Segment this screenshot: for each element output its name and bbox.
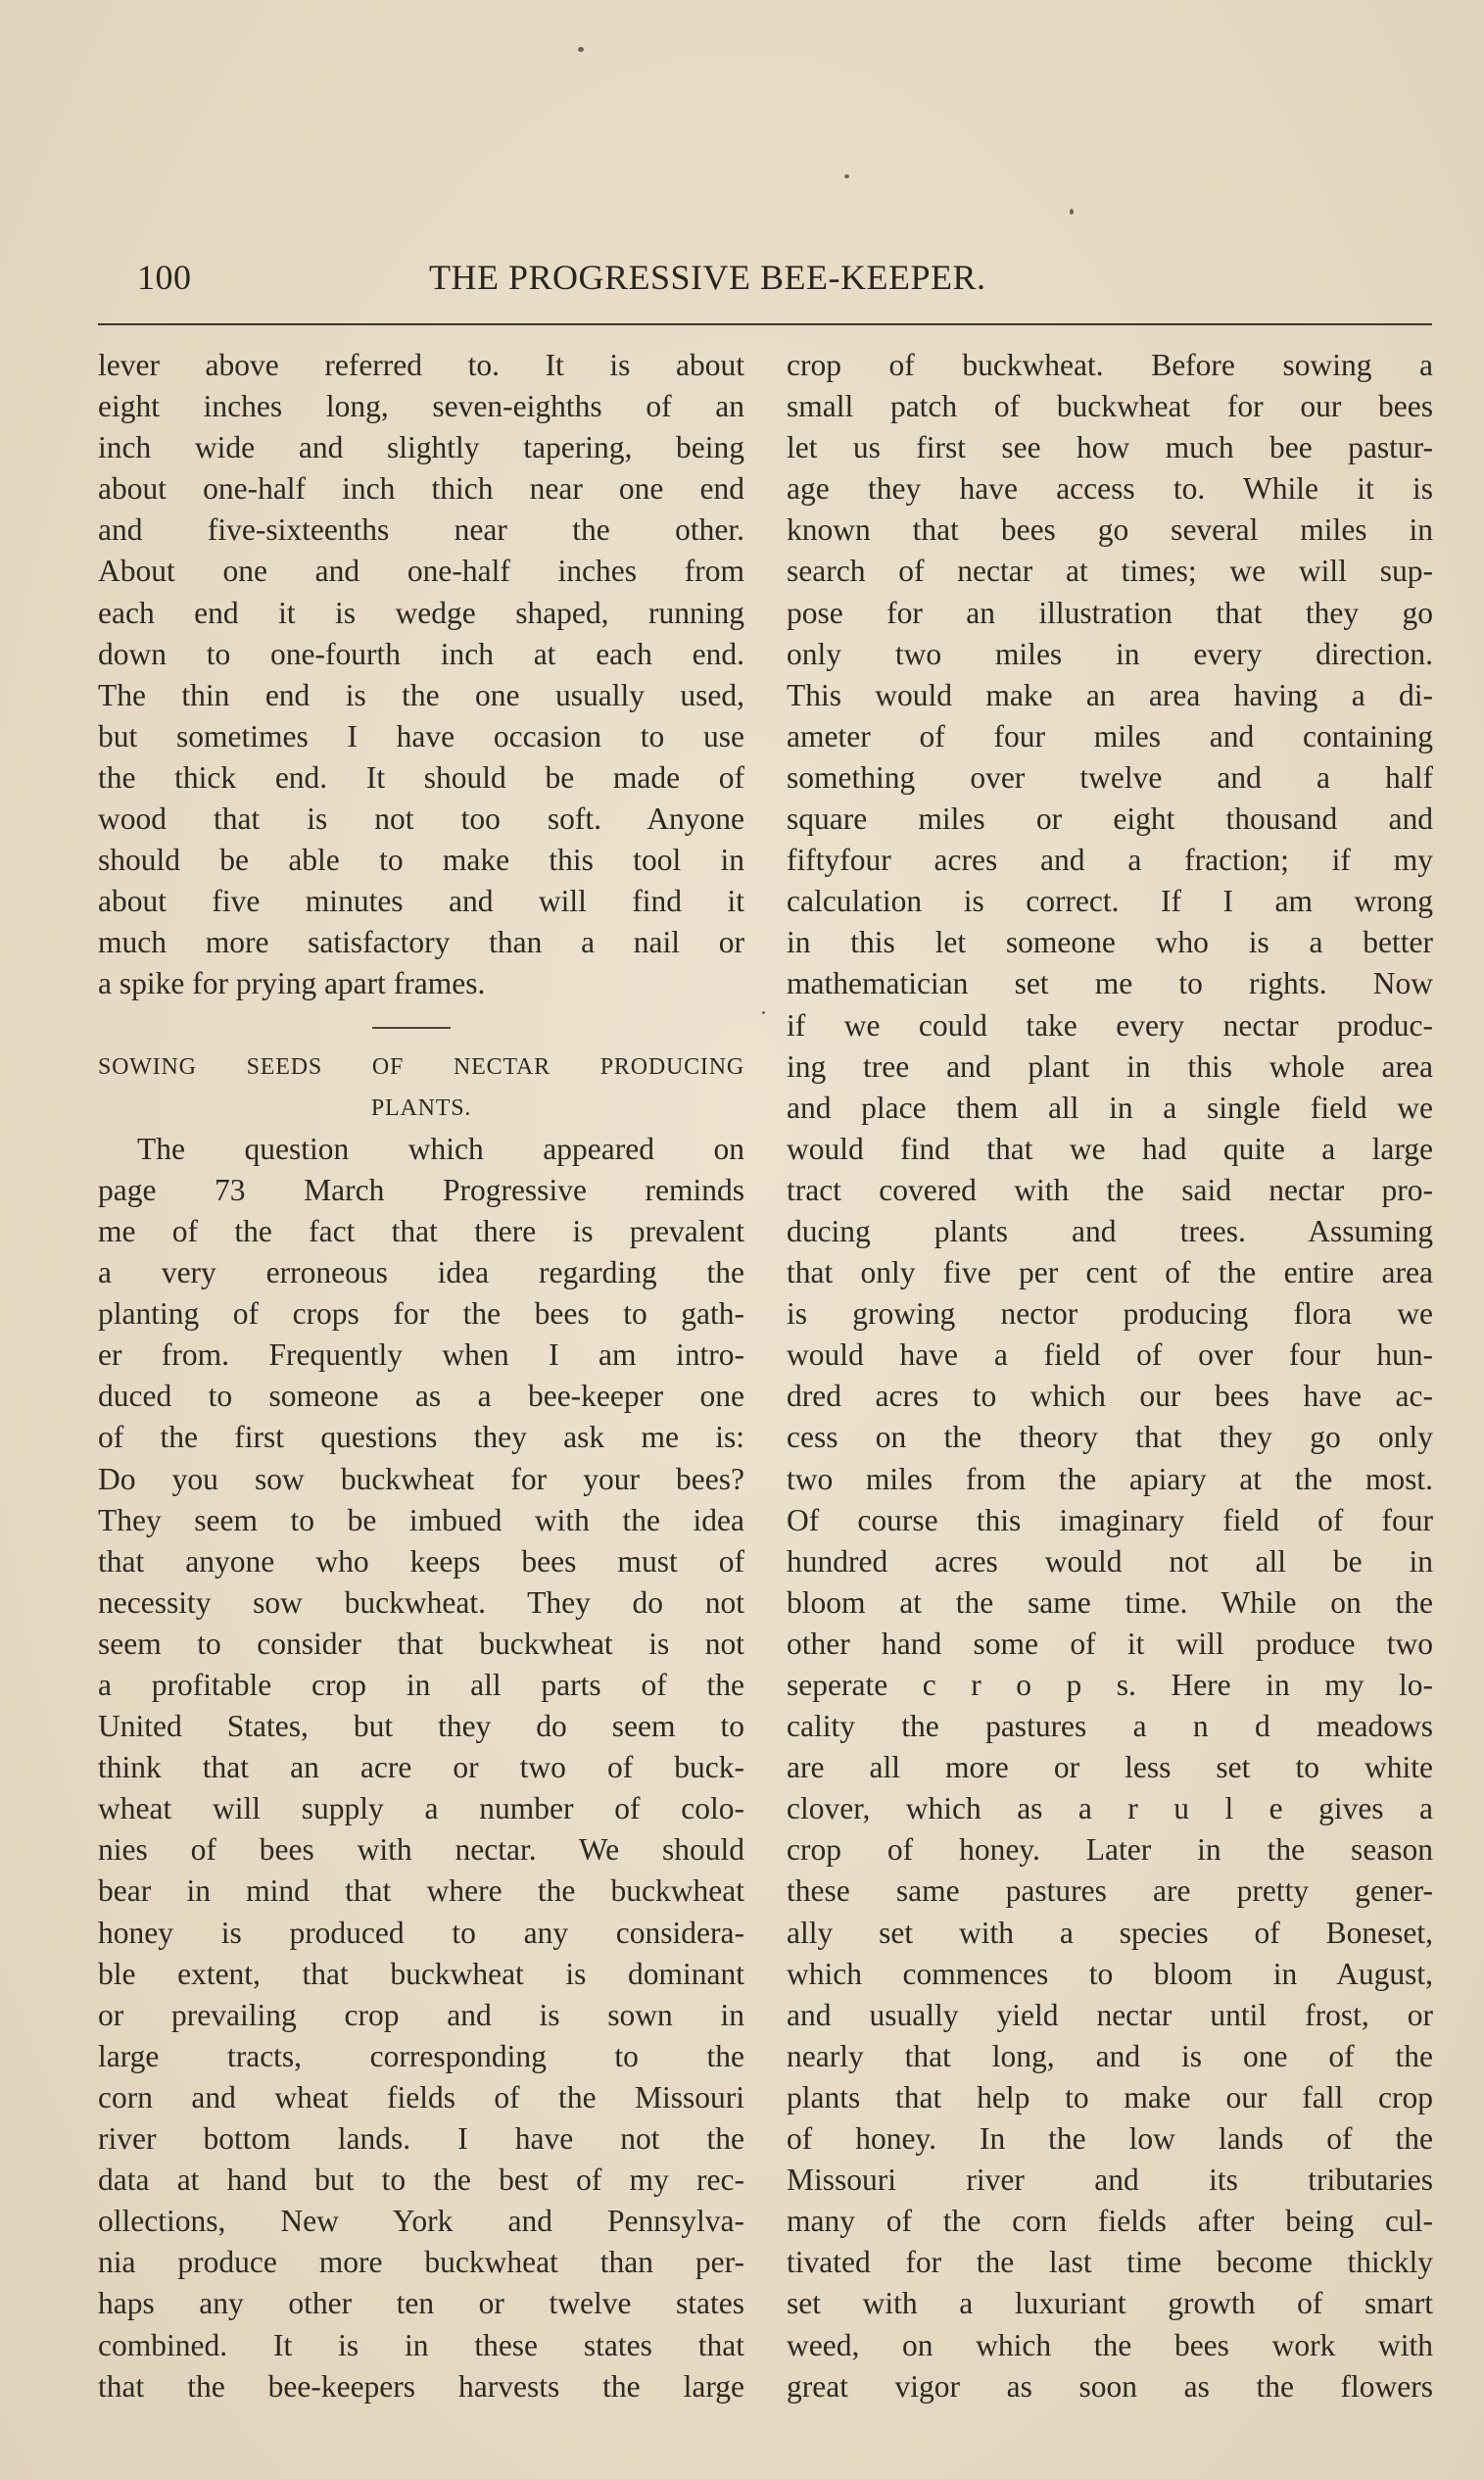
text-line: United States, but they do seem to — [98, 1709, 744, 1744]
text-line: bloom at the same time. While on the — [787, 1584, 1433, 1620]
page-number: 100 — [137, 258, 192, 297]
text-line: honey is produced to any considera- — [98, 1915, 744, 1950]
text-line: cality the pastures a n d meadows — [787, 1709, 1433, 1744]
paragraph-sowing-seeds — [98, 1129, 744, 2407]
text-line: er from. Frequently when I am intro- — [98, 1337, 744, 1373]
text-line: fiftyfour acres and a fraction; if my — [787, 843, 1433, 878]
text-line: Do you sow buckwheat for your bees? — [98, 1461, 744, 1496]
text-line: eight inches long, seven-eighths of an — [98, 389, 744, 424]
text-line: nia produce more buckwheat than per- — [98, 2245, 744, 2280]
text-line: let us first see how much bee pastur- — [787, 430, 1433, 465]
text-line: tivated for the last time become thickly — [787, 2245, 1433, 2280]
section-heading: SOWING SEEDS OF NECTAR PRODUCING — [98, 1053, 744, 1080]
paper-speck — [1070, 209, 1074, 215]
text-line: large tracts, corresponding to the — [98, 2038, 744, 2073]
text-line: crop of honey. Later in the season — [787, 1832, 1433, 1868]
running-title: THE PROGRESSIVE BEE-KEEPER. — [429, 258, 986, 297]
text-line: corn and wheat fields of the Missouri — [98, 2079, 744, 2114]
text-line: ollections, New York and Pennsylva- — [98, 2204, 744, 2239]
text-line: square miles or eight thousand and — [787, 802, 1433, 837]
text-line: combined. It is in these states that — [98, 2327, 744, 2362]
text-line: ing tree and plant in this whole area — [787, 1048, 1433, 1084]
text-line: seem to consider that buckwheat is not — [98, 1626, 744, 1661]
text-line: known that bees go several miles in — [787, 512, 1433, 548]
text-line: are all more or less set to white — [787, 1750, 1433, 1785]
text-line: of the first questions they ask me is: — [98, 1420, 744, 1455]
text-line: About one and one-half inches from — [98, 554, 744, 589]
text-line: set with a luxuriant growth of smart — [787, 2286, 1433, 2321]
text-line: mathematician set me to rights. Now — [787, 966, 1433, 1001]
text-line: duced to someone as a bee-keeper one — [98, 1379, 744, 1414]
text-line: a profitable crop in all parts of the — [98, 1668, 744, 1702]
text-line: wood that is not too soft. Anyone — [98, 802, 744, 837]
text-line: ble extent, that buckwheat is dominant — [98, 1956, 744, 1991]
text-line: age they have access to. While it is — [787, 471, 1433, 507]
text-line: about five minutes and will find it — [98, 884, 744, 919]
text-line: The question which appeared on — [137, 1131, 744, 1166]
text-line: in this let someone who is a better — [787, 925, 1433, 960]
text-line: which commences to bloom in August, — [787, 1956, 1433, 1991]
text-line: crop of buckwheat. Before sowing a — [787, 348, 1433, 382]
text-line: wheat will supply a number of colo- — [98, 1791, 744, 1826]
text-line: Of course this imaginary field of four — [787, 1502, 1433, 1537]
section-separator — [98, 1005, 744, 1046]
text-line: the thick end. It should be made of — [98, 759, 744, 795]
text-line: river bottom lands. I have not the — [98, 2121, 744, 2157]
text-line: page 73 March Progressive reminds — [98, 1172, 744, 1207]
text-line: clover, which as a r u l e gives a — [787, 1791, 1433, 1826]
text-line: nearly that long, and is one of the — [787, 2038, 1433, 2073]
text-line: down to one-fourth inch at each end. — [98, 636, 744, 671]
text-line: that only five per cent of the entire area — [787, 1255, 1433, 1290]
header-rule-left — [98, 323, 803, 325]
text-line: The thin end is the one usually used, — [98, 677, 744, 712]
header-rule-middle — [795, 323, 1273, 325]
text-line: nies of bees with nectar. We should — [98, 1832, 744, 1868]
text-line: something over twelve and a half — [787, 759, 1433, 795]
text-line: data at hand but to the best of my rec- — [98, 2163, 744, 2198]
text-line: or prevailing crop and is sown in — [98, 1997, 744, 2032]
paper-speck — [844, 174, 849, 178]
text-line: Missouri river and its tributaries — [787, 2163, 1433, 2198]
text-line: calculation is correct. If I am wrong — [787, 884, 1433, 919]
text-line: two miles from the apiary at the most. — [787, 1461, 1433, 1496]
text-line: ducing plants and trees. Assuming — [787, 1213, 1433, 1248]
text-line: necessity sow buckwheat. They do not — [98, 1584, 744, 1620]
text-line: seperate c r o p s. Here in my lo- — [787, 1668, 1433, 1702]
text-line: small patch of buckwheat for our bees — [787, 389, 1433, 424]
text-line: would find that we had quite a large — [787, 1131, 1433, 1166]
page-header — [98, 257, 1430, 306]
text-line: these same pastures are pretty gener- — [787, 1873, 1433, 1909]
text-line: haps any other ten or twelve states — [98, 2286, 744, 2321]
text-line: and place them all in a single field we — [787, 1090, 1433, 1125]
text-line: ally set with a species of Boneset, — [787, 1915, 1433, 1950]
right-column — [787, 345, 1433, 2407]
text-line: They seem to be imbued with the idea — [98, 1502, 744, 1537]
text-line: each end it is wedge shaped, running — [98, 595, 744, 630]
text-line: and usually yield nectar until frost, or — [787, 1997, 1433, 2032]
text-line: planting of crops for the bees to gath- — [98, 1296, 744, 1332]
text-line: great vigor as soon as the flowers — [787, 2368, 1433, 2404]
text-line: but sometimes I have occasion to use — [98, 718, 744, 753]
paragraph-buckwheat — [787, 345, 1433, 2407]
text-line: other hand some of it will produce two — [787, 1626, 1433, 1661]
text-line: tract covered with the said nectar pro- — [787, 1172, 1433, 1207]
text-line: many of the corn fields after being cul- — [787, 2204, 1433, 2239]
text-line: hundred acres would not all be in — [787, 1543, 1433, 1579]
paper-speck — [762, 1011, 765, 1014]
text-line: a very erroneous idea regarding the — [98, 1255, 744, 1290]
text-line: ameter of four miles and containing — [787, 718, 1433, 753]
text-line: bear in mind that where the buckwheat — [98, 1873, 744, 1909]
text-line: of honey. In the low lands of the — [787, 2121, 1433, 2157]
text-line: that the bee-keepers harvests the large — [98, 2368, 744, 2404]
text-line: that anyone who keeps bees must of — [98, 1543, 744, 1579]
text-line: inch wide and slightly tapering, being — [98, 430, 744, 465]
text-line: lever above referred to. It is about — [98, 348, 744, 382]
paragraph-lever — [98, 345, 744, 1005]
left-column — [98, 345, 744, 2407]
text-line: think that an acre or two of buck- — [98, 1750, 744, 1785]
text-line: about one-half inch thich near one end — [98, 471, 744, 507]
text-line: cess on the theory that they go only — [787, 1420, 1433, 1455]
paper-speck — [578, 47, 584, 52]
text-line: and five-sixteenths near the other. — [98, 512, 744, 548]
text-line: me of the fact that there is prevalent — [98, 1213, 744, 1248]
text-line: much more satisfactory than a nail or — [98, 925, 744, 960]
text-line: dred acres to which our bees have ac- — [787, 1379, 1433, 1414]
text-line: plants that help to make our fall crop — [787, 2079, 1433, 2114]
text-line: should be able to make this tool in — [98, 843, 744, 878]
text-line: pose for an illustration that they go — [787, 595, 1433, 630]
text-line: This would make an area having a di- — [787, 677, 1433, 712]
text-line: weed, on which the bees work with — [787, 2327, 1433, 2362]
text-line: only two miles in every direction. — [787, 636, 1433, 671]
text-line: if we could take every nectar produc- — [787, 1007, 1433, 1043]
text-line: would have a field of over four hun- — [787, 1337, 1433, 1373]
section-heading-continued: PLANTS. — [370, 1094, 472, 1121]
header-rule-right — [1273, 323, 1432, 325]
text-line: a spike for prying apart frames. — [98, 966, 486, 1001]
text-line: search of nectar at times; we will sup- — [787, 554, 1433, 589]
text-line: is growing nector producing flora we — [787, 1296, 1433, 1332]
